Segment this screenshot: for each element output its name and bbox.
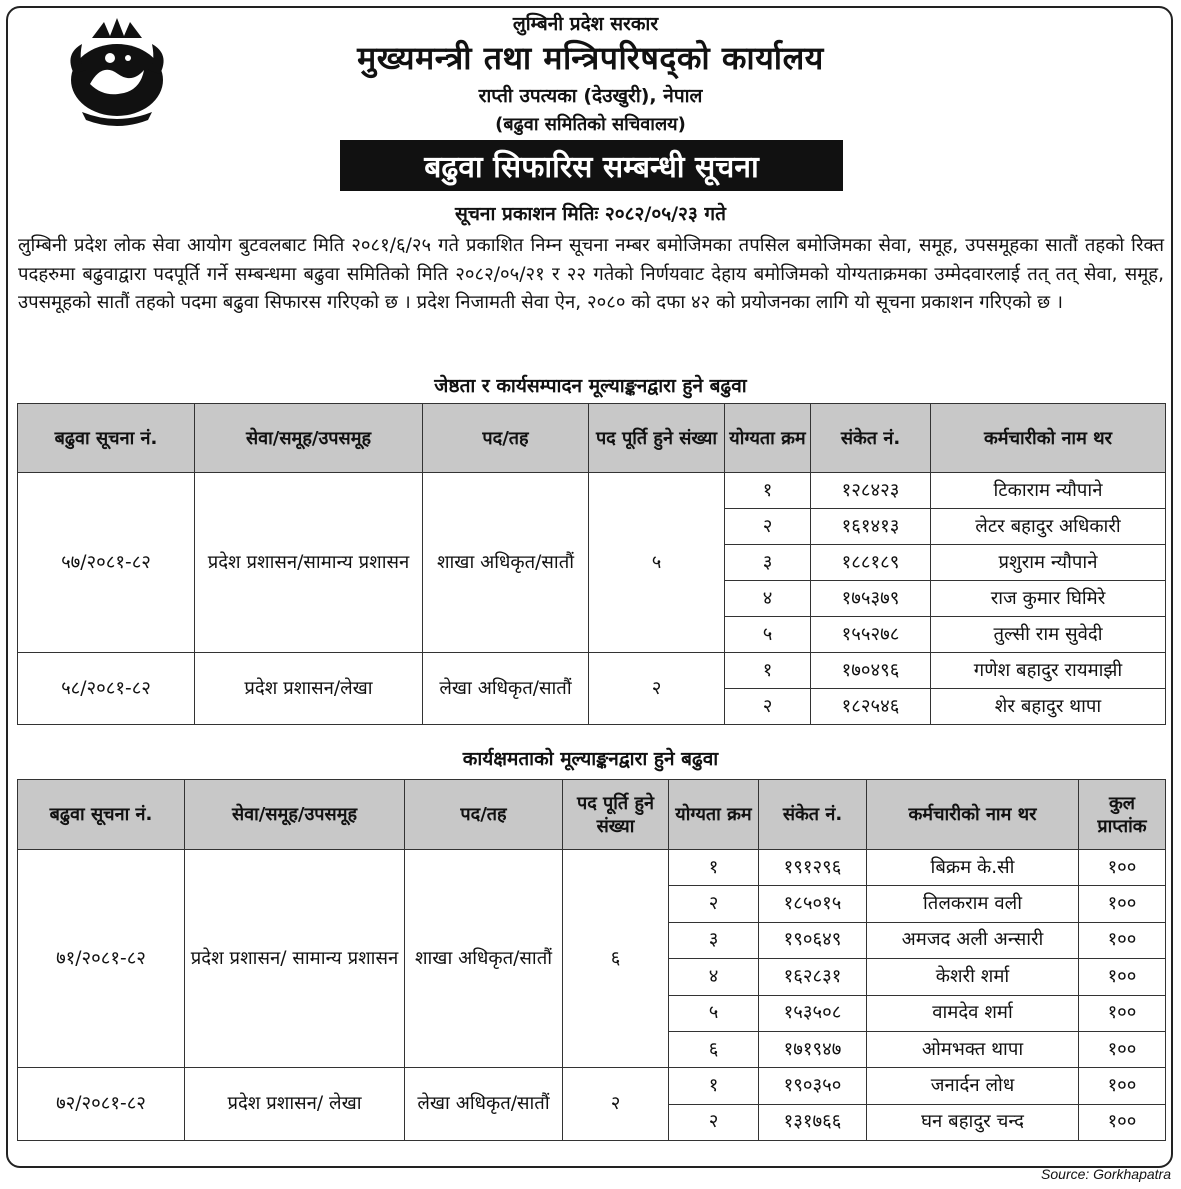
score-cell: १००	[1079, 995, 1166, 1031]
code-cell: १८२५४६	[811, 689, 931, 725]
score-cell: १००	[1079, 1068, 1166, 1104]
rank-cell: १	[669, 850, 759, 886]
name-cell: जनार्दन लोध	[867, 1068, 1079, 1104]
score-cell: १००	[1079, 922, 1166, 958]
seniority-promotion-table	[17, 403, 1166, 725]
header-name: कर्मचारीको नाम थर	[867, 780, 1079, 850]
header-rank: योग्यता क्रम	[669, 780, 759, 850]
code-cell: १७५३७९	[811, 581, 931, 617]
rank-cell: १	[725, 473, 811, 509]
post-cell: शाखा अधिकृत/सातौं	[423, 473, 589, 653]
government-name: लुम्बिनी प्रदेश सरकार	[512, 13, 659, 35]
score-cell: १००	[1079, 959, 1166, 995]
header-rank: योग्यता क्रम	[725, 404, 811, 473]
header-code: संकेत नं.	[811, 404, 931, 473]
name-cell: लेटर बहादुर अधिकारी	[931, 509, 1166, 545]
notice-body: लुम्बिनी प्रदेश लोक सेवा आयोग बुटवलबाट मिति २०८१/६/२५ गते प्रकाशित निम्न सूचना नम्बर बमोजिमका तपसिल बमोजिमका सेवा, समूह, उपसमूहका सातौं तहको रिक्त पदहरुमा बढुवाद्वारा पदपूर्ति गर्ने सम्बन्धमा बढुवा समितिको मिति २०८२/०५/२१ र २२ गतेको निर्णयवाट देहाय बमोजिमको योग्यताक्रमका उम्मेदवारलाई तत् तत् सेवा, समूह, उपसमूहको सातौं तहको पदमा बढुवा सिफारस गरिएको छ । प्रदेश निजामती सेवा ऐन, २०८० को दफा ४२ को प्रयोजनका लागि यो सूचना प्रकाशन गरिएको छ ।	[18, 235, 1164, 313]
service-cell: प्रदेश प्रशासन/ सामान्य प्रशासन	[185, 850, 405, 1068]
name-cell: केशरी शर्मा	[867, 959, 1079, 995]
code-cell: १९१२९६	[759, 850, 867, 886]
score-cell: १००	[1079, 886, 1166, 922]
name-cell: टिकाराम न्यौपाने	[931, 473, 1166, 509]
count-cell: ६	[563, 850, 669, 1068]
rank-cell: १	[669, 1068, 759, 1104]
code-cell: १९०३५०	[759, 1068, 867, 1104]
header-code: संकेत नं.	[759, 780, 867, 850]
rank-cell: ३	[669, 922, 759, 958]
name-cell: राज कुमार घिमिरे	[931, 581, 1166, 617]
code-cell: १६२८३१	[759, 959, 867, 995]
header-name: कर्मचारीको नाम थर	[931, 404, 1166, 473]
code-cell: १७१९४७	[759, 1031, 867, 1067]
count-cell: ५	[589, 473, 725, 653]
table-row	[18, 473, 1166, 509]
name-cell: प्रशुराम न्यौपाने	[931, 545, 1166, 581]
header-score: कुल प्राप्तांक	[1079, 780, 1166, 850]
post-cell: शाखा अधिकृत/सातौं	[405, 850, 563, 1068]
header-notice-no: बढुवा सूचना नं.	[18, 404, 195, 473]
service-cell: प्रदेश प्रशासन/ लेखा	[185, 1068, 405, 1141]
office-name: मुख्यमन्त्री तथा मन्त्रिपरिषद्को कार्यालय	[357, 39, 824, 77]
name-cell: बिक्रम के.सी	[867, 850, 1079, 886]
post-cell: लेखा अधिकृत/सातौं	[405, 1068, 563, 1141]
rank-cell: ६	[669, 1031, 759, 1067]
notice-no-cell: ७१/२०८१-८२	[18, 850, 185, 1068]
service-cell: प्रदेश प्रशासन/सामान्य प्रशासन	[195, 473, 423, 653]
section2-title: कार्यक्षमताको मूल्याङ्कनद्वारा हुने बढुवा	[462, 748, 719, 770]
office-location: राप्ती उपत्यका (देउखुरी), नेपाल	[478, 85, 703, 107]
source-credit: Source: Gorkhapatra	[1041, 1166, 1171, 1182]
score-cell: १००	[1079, 1031, 1166, 1067]
header-post: पद/तह	[405, 780, 563, 850]
rank-cell: ५	[725, 617, 811, 653]
post-cell: लेखा अधिकृत/सातौं	[423, 653, 589, 725]
publication-date: सूचना प्रकाशन मितिः २०८२/०५/२३ गते	[455, 203, 726, 225]
code-cell: १५५२७८	[811, 617, 931, 653]
header-count: पद पूर्ति हुने संख्या	[589, 404, 725, 473]
code-cell: १२८४२३	[811, 473, 931, 509]
notice-no-cell: ५७/२०८१-८२	[18, 473, 195, 653]
count-cell: २	[589, 653, 725, 725]
notice-no-cell: ५८/२०८१-८२	[18, 653, 195, 725]
code-cell: १७०४९६	[811, 653, 931, 689]
service-cell: प्रदेश प्रशासन/लेखा	[195, 653, 423, 725]
rank-cell: २	[725, 509, 811, 545]
name-cell: घन बहादुर चन्द	[867, 1104, 1079, 1140]
rank-cell: ४	[725, 581, 811, 617]
notice-no-cell: ७२/२०८१-८२	[18, 1068, 185, 1141]
code-cell: १८८१८९	[811, 545, 931, 581]
header-service: सेवा/समूह/उपसमूह	[185, 780, 405, 850]
secretariat-name: (बढुवा समितिको सचिवालय)	[495, 114, 686, 135]
rank-cell: ५	[669, 995, 759, 1031]
header-notice-no: बढुवा सूचना नं.	[18, 780, 185, 850]
rank-cell: ४	[669, 959, 759, 995]
score-cell: १००	[1079, 850, 1166, 886]
name-cell: तुल्सी राम सुवेदी	[931, 617, 1166, 653]
rank-cell: ३	[725, 545, 811, 581]
code-cell: १३१७६६	[759, 1104, 867, 1140]
rank-cell: २	[725, 689, 811, 725]
name-cell: अमजद अली अन्सारी	[867, 922, 1079, 958]
performance-promotion-table	[17, 779, 1166, 1141]
section1-title: जेष्ठता र कार्यसम्पादन मूल्याङ्कनद्वारा हुने बढुवा	[434, 375, 747, 397]
header-service: सेवा/समूह/उपसमूह	[195, 404, 423, 473]
name-cell: गणेश बहादुर रायमाझी	[931, 653, 1166, 689]
name-cell: वामदेव शर्मा	[867, 995, 1079, 1031]
name-cell: शेर बहादुर थापा	[931, 689, 1166, 725]
notice-title: बढुवा सिफारिस सम्बन्धी सूचना	[340, 140, 843, 191]
rank-cell: २	[669, 886, 759, 922]
code-cell: १५३५०८	[759, 995, 867, 1031]
table-row	[18, 850, 1166, 886]
count-cell: २	[563, 1068, 669, 1141]
header-count: पद पूर्ति हुने संख्या	[563, 780, 669, 850]
table-row	[18, 1068, 1166, 1104]
code-cell: १९०६४९	[759, 922, 867, 958]
header-post: पद/तह	[423, 404, 589, 473]
code-cell: १८५०१५	[759, 886, 867, 922]
code-cell: १६१४१३	[811, 509, 931, 545]
table-row	[18, 653, 1166, 689]
score-cell: १००	[1079, 1104, 1166, 1140]
name-cell: ओमभक्त थापा	[867, 1031, 1079, 1067]
name-cell: तिलकराम वली	[867, 886, 1079, 922]
rank-cell: २	[669, 1104, 759, 1140]
rank-cell: १	[725, 653, 811, 689]
